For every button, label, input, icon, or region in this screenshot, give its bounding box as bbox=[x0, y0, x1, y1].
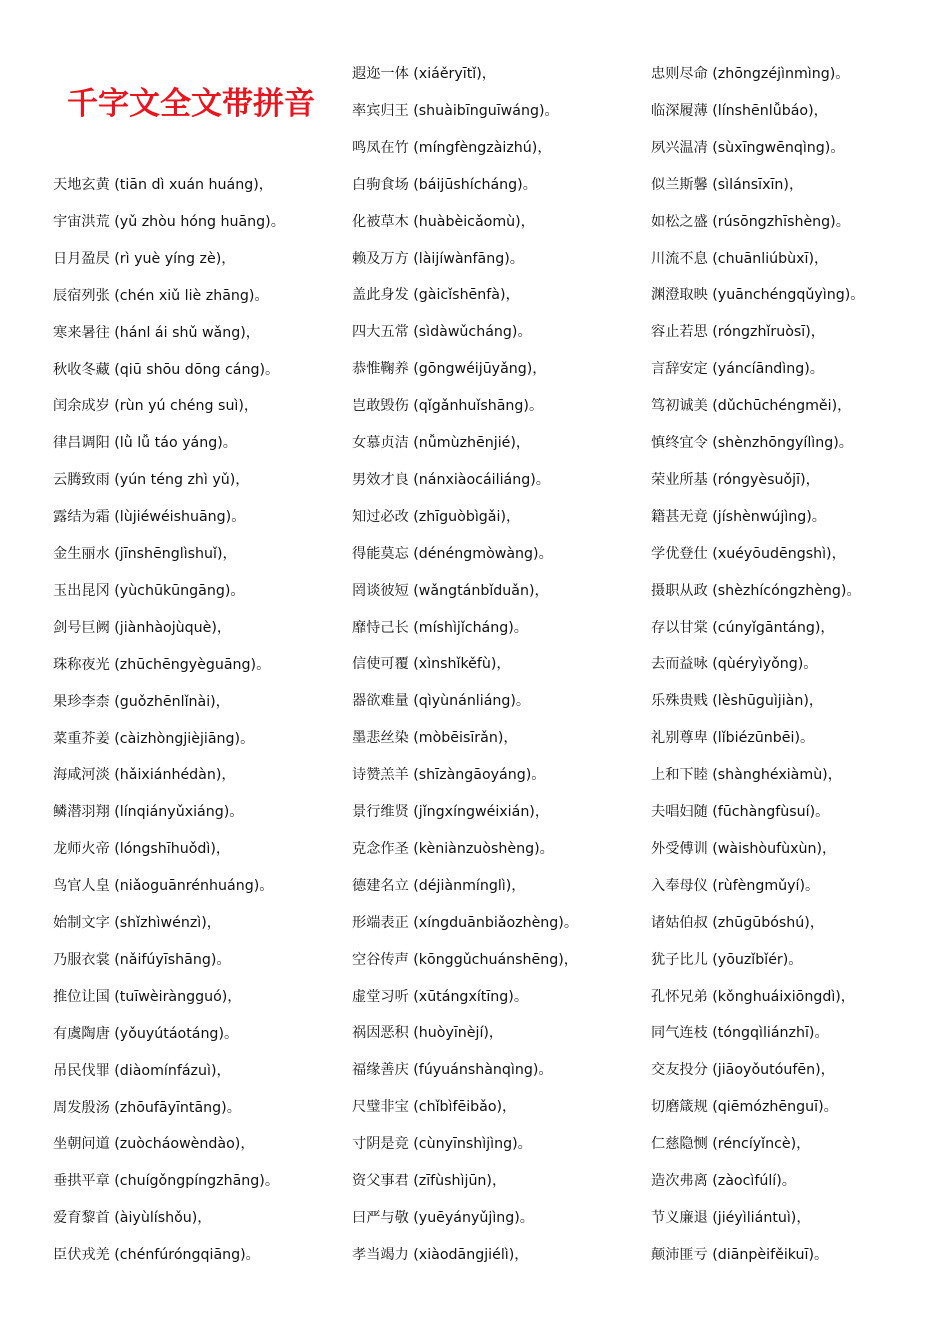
verse-line: 信使可覆 (xìnshǐkěfù)， bbox=[352, 656, 511, 673]
verse-line: 墨悲丝染 (mòbēisīrǎn)， bbox=[352, 730, 518, 747]
verse-line: 如松之盛 (rúsōngzhīshèng)。 bbox=[651, 213, 850, 230]
verse-line: 笃初诚美 (dǔchūchéngměi)， bbox=[651, 398, 852, 415]
verse-line: 男效才良 (nánxiàocáiliáng)。 bbox=[352, 471, 550, 488]
verse-line: 乃服衣裳 (nǎifúyīshāng)。 bbox=[53, 951, 231, 968]
verse-line: 似兰斯馨 (sìlánsīxīn)， bbox=[651, 176, 804, 193]
verse-line: 得能莫忘 (dénéngmòwàng)。 bbox=[352, 545, 553, 562]
verse-line: 云腾致雨 (yún téng zhì yǔ)， bbox=[53, 472, 250, 489]
verse-line: 始制文字 (shǐzhìwénzì)， bbox=[53, 915, 221, 931]
verse-line: 天地玄黄 (tiān dì xuán huáng)， bbox=[53, 177, 273, 193]
verse-line: 孝当竭力 (xiàodāngjiélì)， bbox=[352, 1246, 529, 1263]
verse-line: 寸阴是竞 (cùnyīnshìjìng)。 bbox=[352, 1136, 532, 1153]
verse-line: 周发殷汤 (zhōufāyīntāng)。 bbox=[53, 1099, 241, 1116]
verse-line: 容止若思 (róngzhǐruòsī)， bbox=[651, 324, 825, 341]
verse-line: 女慕贞洁 (nǚmùzhēnjié)， bbox=[352, 435, 531, 451]
verse-line: 知过必改 (zhīguòbìgǎi)， bbox=[352, 508, 521, 525]
verse-line: 吊民伐罪 (diàomínfázuì)， bbox=[53, 1062, 231, 1079]
verse-line: 造次弗离 (zàocìfúlí)。 bbox=[651, 1173, 796, 1189]
verse-line: 同气连枝 (tóngqìliánzhī)。 bbox=[651, 1025, 829, 1042]
verse-line: 化被草木 (huàbèicǎomù)， bbox=[352, 213, 535, 230]
verse-line: 克念作圣 (kèniànzuòshèng)。 bbox=[352, 840, 554, 857]
verse-line: 宇宙洪荒 (yǔ zhòu hóng huāng)。 bbox=[53, 213, 285, 230]
verse-line: 赖及万方 (làijíwànfāng)。 bbox=[352, 250, 524, 267]
verse-line: 果珍李柰 (guǒzhēnlǐnài)， bbox=[53, 693, 230, 710]
verse-line: 恭惟鞠养 (gōngwéijūyǎng)， bbox=[352, 361, 547, 378]
verse-line: 去而益咏 (qùéryìyǒng)。 bbox=[651, 656, 818, 673]
page-title: 千字文全文带拼音 bbox=[67, 86, 315, 122]
verse-line: 率宾归王 (shuàibīnguīwáng)。 bbox=[352, 102, 559, 119]
verse-line: 白驹食场 (báijūshícháng)。 bbox=[352, 176, 537, 193]
verse-line: 菜重芥姜 (càizhòngjièjiāng)。 bbox=[53, 730, 255, 747]
verse-line: 岂敢毁伤 (qǐgǎnhuǐshāng)。 bbox=[352, 398, 544, 415]
verse-line: 摄职从政 (shèzhícóngzhèng)。 bbox=[651, 582, 861, 599]
verse-line: 日月盈昃 (rì yuè yíng zè)， bbox=[53, 250, 236, 267]
verse-line: 仁慈隐恻 (réncíyǐncè)， bbox=[651, 1136, 811, 1153]
verse-line: 忠则尽命 (zhōngzéjìnmìng)。 bbox=[651, 66, 850, 82]
verse-line: 寒来暑往 (hánl ái shǔ wǎng)， bbox=[53, 324, 260, 341]
verse-line: 学优登仕 (xuéyōudēngshì)， bbox=[651, 545, 846, 562]
verse-line: 夙兴温凊 (sùxīngwēnqìng)。 bbox=[651, 139, 845, 156]
verse-line: 德建名立 (déjiànmínglì)， bbox=[352, 877, 526, 894]
verse-line: 罔谈彼短 (wǎngtánbǐduǎn)， bbox=[352, 582, 549, 599]
verse-line: 籍甚无竟 (jíshènwújìng)。 bbox=[651, 508, 826, 525]
verse-line: 律吕调阳 (lǜ lǚ táo yáng)。 bbox=[53, 435, 237, 452]
verse-line: 夫唱妇随 (fūchàngfùsuí)。 bbox=[651, 804, 830, 820]
verse-line: 形端表正 (xíngduānbiǎozhèng)。 bbox=[352, 914, 579, 931]
verse-line: 辰宿列张 (chén xiǔ liè zhāng)。 bbox=[53, 287, 269, 304]
verse-line: 曰严与敬 (yuēyányǔjìng)。 bbox=[352, 1209, 534, 1226]
verse-line: 临深履薄 (línshēnlǚbáo)， bbox=[651, 102, 828, 119]
verse-line: 交友投分 (jiāoyǒutóufēn)， bbox=[651, 1062, 835, 1079]
verse-line: 尺璧非宝 (chǐbìfēibǎo)， bbox=[352, 1099, 517, 1116]
verse-line: 礼别尊卑 (lǐbiézūnbēi)。 bbox=[651, 730, 815, 747]
verse-line: 慎终宜令 (shènzhōngyílìng)。 bbox=[651, 435, 853, 451]
verse-line: 祸因恶积 (huòyīnèjí)， bbox=[352, 1025, 504, 1042]
verse-line: 海咸河淡 (hǎixiánhédàn)， bbox=[53, 767, 236, 784]
verse-line: 切磨箴规 (qiēmózhēnguī)。 bbox=[651, 1099, 838, 1116]
verse-line: 诸姑伯叔 (zhūgūbóshú)， bbox=[651, 914, 825, 931]
verse-line: 诗赞羔羊 (shīzàngāoyáng)。 bbox=[352, 767, 546, 784]
verse-line: 乐殊贵贱 (lèshūguìjiàn)， bbox=[651, 693, 824, 710]
verse-line: 资父事君 (zīfùshìjūn)， bbox=[352, 1173, 507, 1189]
verse-line: 虚堂习听 (xūtángxítīng)。 bbox=[352, 988, 529, 1005]
verse-line: 垂拱平章 (chuígǒngpíngzhāng)。 bbox=[53, 1173, 280, 1190]
verse-line: 器欲难量 (qìyùnánliáng)。 bbox=[352, 693, 531, 710]
verse-line: 福缘善庆 (fúyuánshànqìng)。 bbox=[352, 1062, 553, 1079]
verse-line: 存以甘棠 (cúnyǐgāntáng)， bbox=[651, 619, 835, 636]
verse-line: 玉出昆冈 (yùchūkūngāng)。 bbox=[53, 582, 245, 599]
verse-line: 四大五常 (sìdàwǔcháng)。 bbox=[352, 324, 532, 341]
verse-line: 入奉母仪 (rùfèngmǔyí)。 bbox=[651, 877, 820, 894]
verse-line: 臣伏戎羌 (chénfúróngqiāng)。 bbox=[53, 1247, 260, 1264]
verse-line: 鸟官人皇 (niǎoguānrénhuáng)。 bbox=[53, 878, 274, 895]
verse-line: 渊澄取映 (yuānchéngqǔyìng)。 bbox=[651, 287, 865, 304]
verse-line: 犹子比儿 (yōuzǐbǐér)。 bbox=[651, 951, 803, 968]
verse-line: 上和下睦 (shànghéxiàmù)， bbox=[651, 767, 842, 784]
verse-line: 靡恃己长 (míshìjǐcháng)。 bbox=[352, 619, 528, 636]
verse-line: 秋收冬藏 (qiū shōu dōng cáng)。 bbox=[53, 361, 280, 378]
verse-line: 空谷传声 (kōnggǔchuánshēng)， bbox=[352, 951, 578, 968]
verse-line: 金生丽水 (jīnshēnglìshuǐ)， bbox=[53, 546, 237, 562]
verse-line: 露结为霜 (lùjiéwéishuāng)。 bbox=[53, 509, 246, 526]
verse-line: 鳞潜羽翔 (línqiányǔxiáng)。 bbox=[53, 804, 244, 821]
verse-line: 言辞安定 (yáncíāndìng)。 bbox=[651, 361, 824, 378]
verse-line: 坐朝问道 (zuòcháowèndào)， bbox=[53, 1136, 255, 1153]
verse-line: 外受傅训 (wàishòufùxùn)， bbox=[651, 840, 837, 857]
verse-line: 爱育黎首 (àiyùlíshǒu)， bbox=[53, 1210, 212, 1227]
verse-line: 荣业所基 (róngyèsuǒjī)， bbox=[651, 471, 820, 488]
verse-line: 推位让国 (tuīwèiràngguó)， bbox=[53, 988, 242, 1005]
verse-line: 闰余成岁 (rùn yú chéng suì)， bbox=[53, 398, 259, 415]
verse-line: 龙师火帝 (lóngshīhuǒdì)， bbox=[53, 841, 231, 858]
verse-line: 有虞陶唐 (yǒuyútáotáng)。 bbox=[53, 1025, 239, 1042]
verse-line: 川流不息 (chuānliúbùxī)， bbox=[651, 250, 829, 267]
verse-line: 鸣凤在竹 (míngfèngzàizhú)， bbox=[352, 139, 552, 156]
verse-line: 景行维贤 (jǐngxíngwéixián)， bbox=[352, 804, 550, 820]
verse-line: 颠沛匪亏 (diānpèifěikuī)。 bbox=[651, 1246, 829, 1263]
verse-line: 孔怀兄弟 (kǒnghuáixiōngdì)， bbox=[651, 988, 855, 1005]
verse-line: 遐迩一体 (xiáěryītǐ)， bbox=[352, 66, 496, 82]
verse-line: 珠称夜光 (zhūchēngyèguāng)。 bbox=[53, 656, 271, 673]
verse-line: 节义廉退 (jiéyìliántuì)， bbox=[651, 1209, 811, 1226]
verse-line: 剑号巨阙 (jiànhàojùquè)， bbox=[53, 619, 232, 636]
verse-line: 盖此身发 (gàicǐshēnfà)， bbox=[352, 287, 520, 304]
